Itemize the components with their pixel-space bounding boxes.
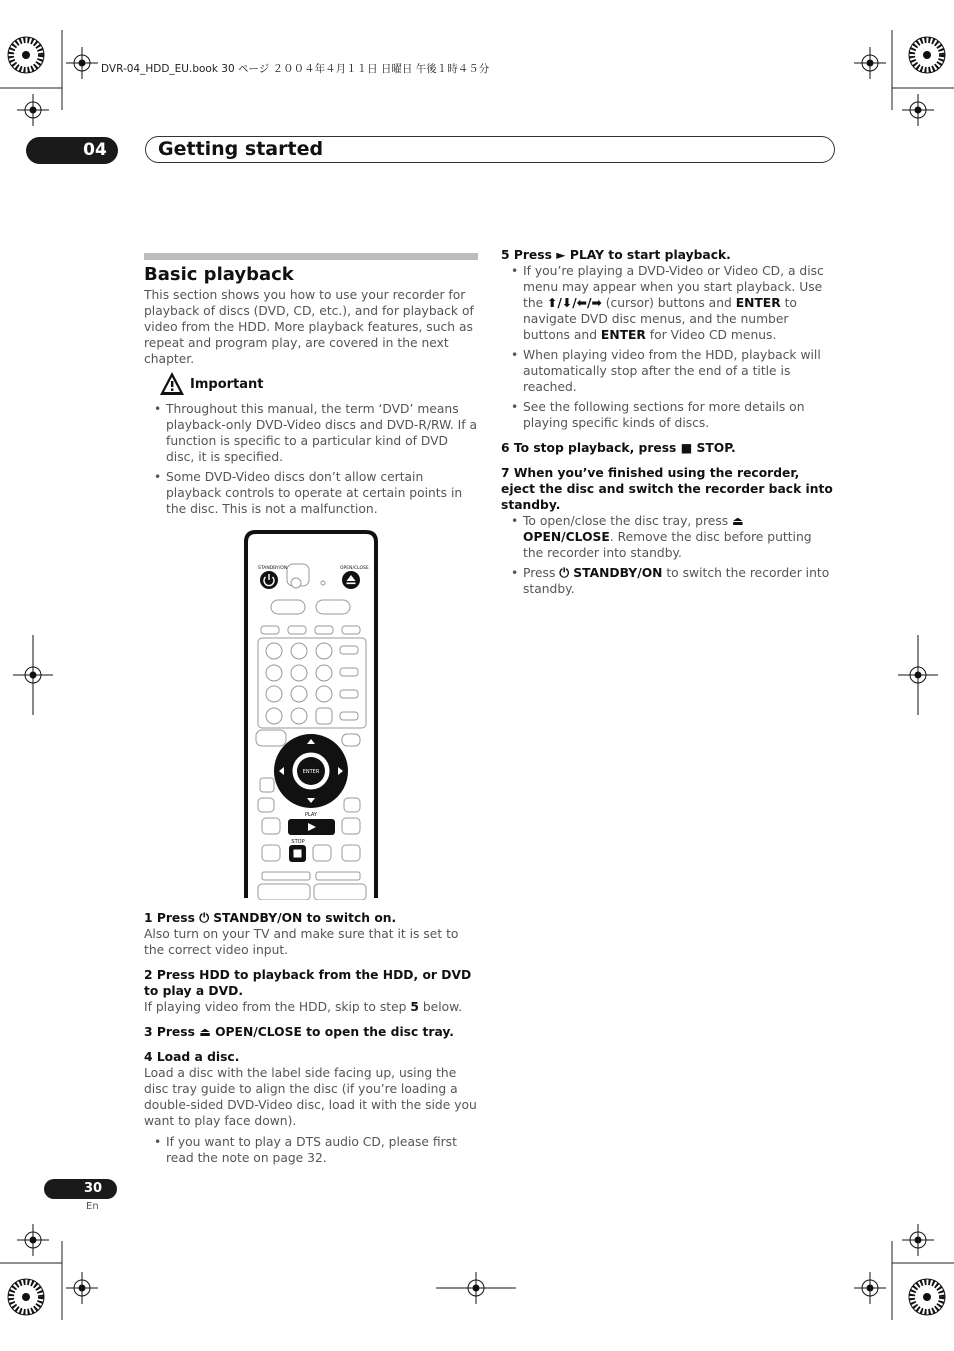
steps-left [144, 910, 478, 1166]
step-3-heading: 3 Press ⏏ OPEN/CLOSE to open the disc tray. [144, 1025, 454, 1039]
important-warning-icon [159, 371, 185, 397]
wheel-mark-top-left [8, 37, 44, 73]
power-icon: ⏻ [199, 911, 209, 925]
eject-icon [342, 571, 360, 589]
stop-icon [289, 845, 306, 862]
stop-label: STOP [291, 839, 305, 845]
stop-icon: ■ [680, 441, 693, 455]
step-2-heading: 2 Press HDD to playback from the HDD, or DVD to play a DVD. [144, 968, 472, 998]
play-icon: ► [556, 248, 566, 262]
section-title: Basic playback [144, 264, 294, 285]
wheel-mark-bottom-right [909, 1279, 945, 1315]
step-6-heading: 6 To stop playback, press ■ STOP. [501, 441, 736, 455]
chapter-number: 04 [83, 140, 107, 160]
play-label: PLAY [304, 812, 318, 818]
step-1-body: Also turn on your TV and make sure that it is set to the correct video input. [144, 927, 459, 957]
steps-right [501, 247, 834, 597]
page-language: En [86, 1201, 99, 1212]
chapter-title: Getting started [158, 138, 324, 160]
power-icon: ⏻ [559, 566, 570, 580]
step-2-body: If playing video from the HDD, skip to step 5 below. [144, 1000, 462, 1014]
openclose-label: OPEN/CLOSE [340, 566, 369, 571]
cursor-arrows-icon: ⬆/⬇/⬅/➡ [547, 296, 602, 310]
enter-label: ENTER [302, 769, 320, 775]
page-number: 30 [83, 1181, 103, 1196]
important-list [144, 401, 478, 517]
cursor-dpad [274, 734, 348, 808]
step-5-heading: 5 Press ► PLAY to start playback. [501, 248, 731, 262]
remote-control-illustration [238, 528, 384, 900]
eject-icon: ⏏ [199, 1025, 211, 1039]
section-intro [144, 287, 478, 367]
step-5-bullet: • When playing video from the HDD, playback will automatically stop after the end of a title is reached. [501, 347, 834, 395]
play-icon [288, 819, 335, 835]
step-4-bullet: • If you want to play a DTS audio CD, please first read the note on page 32. [144, 1134, 478, 1166]
important-bullet: • Throughout this manual, the term ‘DVD’ means playback-only DVD-Video discs and DVD-R/RW. If a function is specific to a particular kind of DVD disc, it is specified. [144, 401, 478, 465]
power-icon [260, 571, 278, 589]
important-bullet: • Some DVD-Video discs don’t allow certain playback controls to operate at certain points in the disc. This is not a malfunction. [144, 469, 478, 517]
step-4-body: Load a disc with the label side facing up, using the disc tray guide to align the disc (if you’re loading a double-sided DVD-Video disc, load it with the side you want to play face down). [144, 1066, 477, 1128]
section-rule [144, 253, 478, 260]
step-7-bullet: • Press ⏻ STANDBY/ON to switch the recorder into standby. [501, 565, 834, 597]
important-title: Important [190, 377, 264, 392]
wheel-mark-top-right [909, 37, 945, 73]
wheel-mark-bottom-left [8, 1279, 44, 1315]
print-file-header: DVR-04_HDD_EU.book 30 ページ ２００４年４月１１日 日曜日 午後１時４５分 [101, 63, 490, 75]
step-5-bullet: • If you’re playing a DVD-Video or Video CD, a disc menu may appear when you start playback. Use the ⬆/⬇/⬅/➡ (cursor) buttons and ENTER to navigate DVD disc menus, and the number buttons and ENTER for Video CD menus. [501, 263, 834, 343]
step-7-bullet: • To open/close the disc tray, press ⏏ OPEN/CLOSE. Remove the disc before putting the recorder into standby. [501, 513, 834, 561]
step-1-heading: 1 Press ⏻ STANDBY/ON to switch on. [144, 911, 397, 925]
standby-label: STANDBY/ON [258, 566, 288, 571]
step-5-bullet: • See the following sections for more details on playing specific kinds of discs. [501, 399, 834, 431]
intro-paragraph: This section shows you how to use your recorder for playback of discs (DVD, CD, etc.), and for playback of video from the HDD. More playback features, such as repeat and program play, are covered in the next chapter. [144, 288, 474, 366]
step-7-heading: 7 When you’ve finished using the recorder, eject the disc and switch the recorder back into standby. [501, 466, 833, 512]
step-4-heading: 4 Load a disc. [144, 1050, 240, 1064]
eject-icon: ⏏ [732, 514, 744, 528]
